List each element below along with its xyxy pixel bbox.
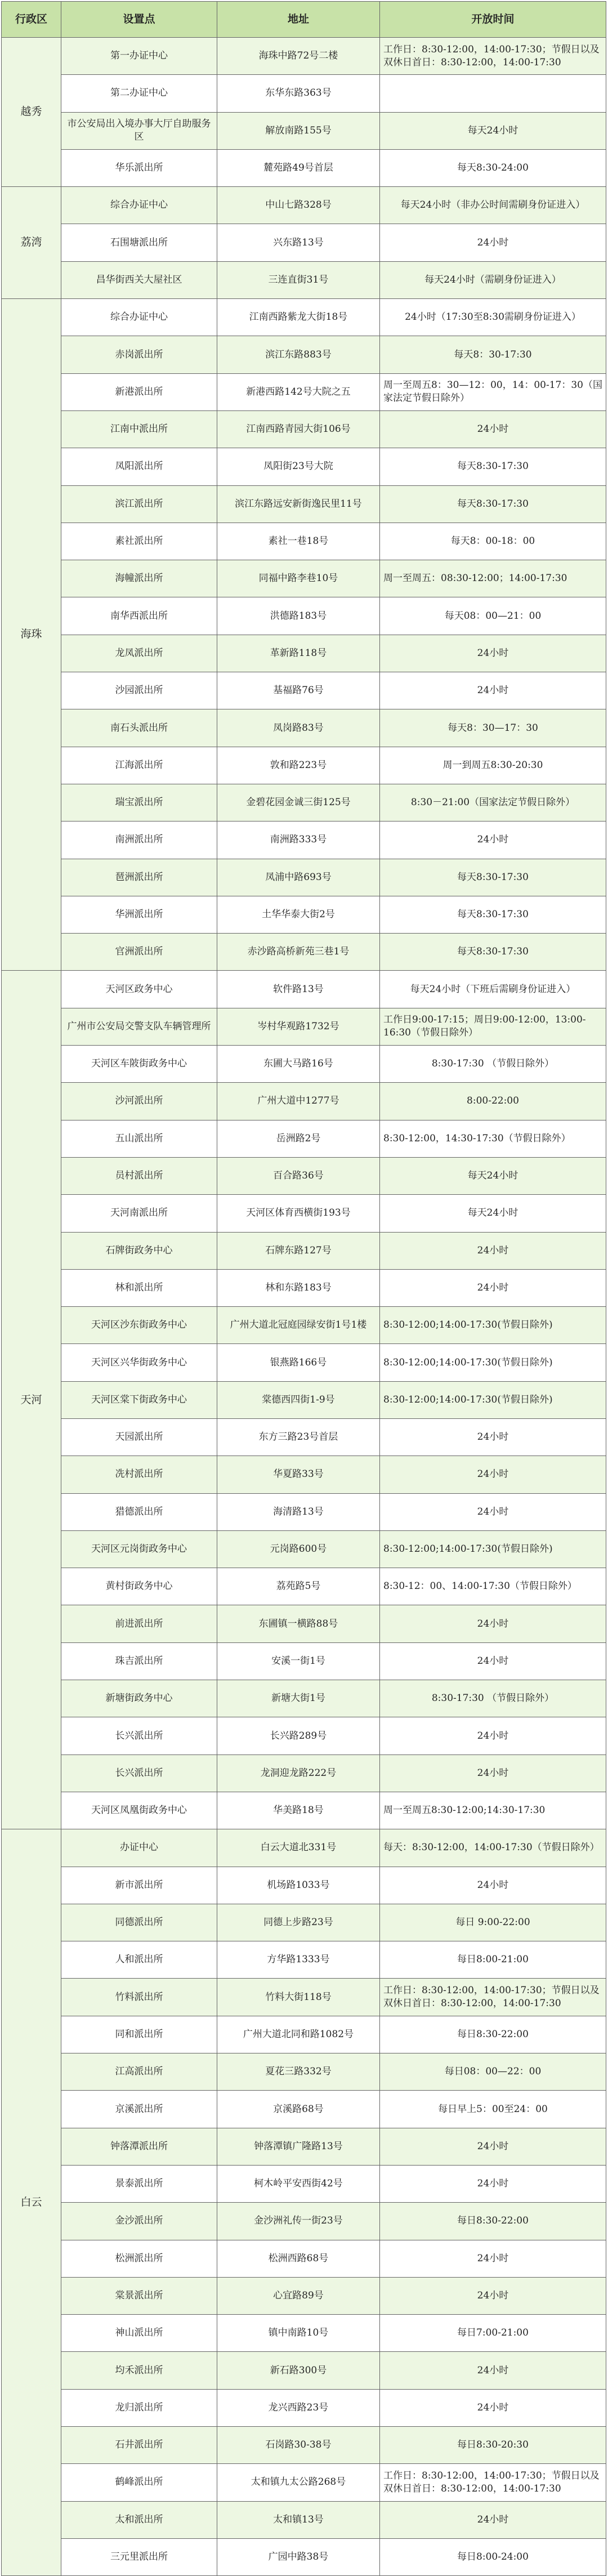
row-site: 前进派出所 [61,1605,217,1642]
row-site: 广州市公安局交警支队车辆管理所 [61,1008,217,1046]
row-address: 林和东路183号 [217,1270,380,1307]
row-address: 荔苑路5号 [217,1568,380,1605]
row-site: 赤岗派出所 [61,336,217,373]
district-cell: 天河 [2,971,61,1829]
row-address: 竹料大街118号 [217,1979,380,2016]
row-address: 龙洞迎龙路222号 [217,1755,380,1792]
row-address: 新塘大街1号 [217,1680,380,1717]
row-hours: 24小时 [380,2166,606,2203]
row-hours: 每天24小时（非办公时间需刷身份证进入） [380,187,606,224]
row-site: 人和派出所 [61,1941,217,1979]
row-site: 凤阳派出所 [61,448,217,485]
row-address: 太和镇13号 [217,2502,380,2539]
row-site: 天河区政务中心 [61,971,217,1008]
row-address: 基福路76号 [217,672,380,709]
row-site: 三元里派出所 [61,2539,217,2576]
row-hours: 每天8:30-17:30 [380,896,606,934]
row-hours: 24小时 [380,411,606,448]
row-address: 岳洲路2号 [217,1120,380,1158]
row-hours: 24小时 [380,672,606,709]
district-cell: 越秀 [2,38,61,187]
row-site: 景泰派出所 [61,2166,217,2203]
row-hours: 8:30-12:00，14:30-17:30（节假日除外） [380,1120,606,1158]
row-site: 天河区车陂街政务中心 [61,1046,217,1083]
row-site: 鹤峰派出所 [61,2464,217,2501]
row-site: 南华西派出所 [61,597,217,635]
row-address: 凤岗路83号 [217,709,380,747]
row-hours: 每天08：00—21：00 [380,597,606,635]
row-address: 土华华泰大街2号 [217,896,380,934]
row-address: 同福中路李巷10号 [217,560,380,597]
row-hours: 每天24小时 [380,1195,606,1232]
row-address: 软件路13号 [217,971,380,1008]
row-site: 综合办证中心 [61,299,217,336]
row-site: 同德派出所 [61,1904,217,1941]
row-hours: 8:30-12:00;14:00-17:30(节假日除外) [380,1307,606,1344]
row-hours: 周一至周五：08:30-12:00；14:00-17:30 [380,560,606,597]
row-address: 岑村华观路1732号 [217,1008,380,1046]
row-hours: 24小时 [380,2278,606,2315]
row-address: 京溪路68号 [217,2091,380,2128]
row-hours: 每天24小时 [380,1158,606,1195]
row-site: 员村派出所 [61,1158,217,1195]
row-address: 敦和路223号 [217,747,380,784]
row-address: 海珠中路72号二楼 [217,38,380,75]
row-site: 综合办证中心 [61,187,217,224]
row-site: 市公安局出入境办事大厅自助服务区 [61,113,217,150]
office-hours-table [1,1,606,2576]
row-site: 石围塘派出所 [61,224,217,261]
row-site: 南洲派出所 [61,822,217,859]
row-hours: 8:00-22:00 [380,1083,606,1120]
row-hours: 24小时 [380,2390,606,2427]
row-address: 金沙洲礼传一街23号 [217,2203,380,2240]
row-hours: 每日早上5：00至24：00 [380,2091,606,2128]
row-site: 滨江派出所 [61,486,217,523]
row-address: 石牌东路127号 [217,1233,380,1270]
row-address: 中山七路328号 [217,187,380,224]
row-site: 同和派出所 [61,2016,217,2053]
row-site: 天河区凤凰街政务中心 [61,1792,217,1829]
row-site: 华洲派出所 [61,896,217,934]
row-address: 银燕路166号 [217,1344,380,1381]
row-hours: 每日8:00-24:00 [380,2539,606,2576]
header-site: 设置点 [61,2,217,38]
row-site: 黄村街政务中心 [61,1568,217,1605]
row-hours: 工作日：8:30-12:00，14:00-17:30；节假日以及双休日首日：8:30-12:00，14:00-17:30 [380,38,606,75]
row-address: 柯木岭平安西街42号 [217,2166,380,2203]
row-address: 石岗路30-38号 [217,2427,380,2464]
row-site: 天园派出所 [61,1419,217,1456]
row-address: 广州大道中1277号 [217,1083,380,1120]
row-site: 华乐派出所 [61,150,217,187]
row-hours: 8:30-17:30 （节假日除外） [380,1046,606,1083]
row-hours: 每天：8:30-12:00，14:00-17:30（节假日除外） [380,1829,606,1867]
row-address: 凤浦中路693号 [217,859,380,896]
row-address: 镇中南路10号 [217,2315,380,2352]
row-address: 解放南路155号 [217,113,380,150]
row-hours: 8:30－21:00（国家法定节假日除外） [380,784,606,822]
row-hours: 24小时 [380,822,606,859]
row-site: 林和派出所 [61,1270,217,1307]
row-address: 棠德西四街1-9号 [217,1382,380,1419]
row-hours: 每天8:30-24:00 [380,150,606,187]
row-site: 海幢派出所 [61,560,217,597]
row-hours: 周一至周五8:30-12:00;14:30-17:30 [380,1792,606,1829]
row-address: 江南西路紫龙大街18号 [217,299,380,336]
row-site: 天河区兴华街政务中心 [61,1344,217,1381]
row-hours: 8:30-17:30 （节假日除外） [380,1680,606,1717]
row-address: 东圃镇一横路88号 [217,1605,380,1642]
row-hours: 8:30-12:00;14:00-17:30(节假日除外) [380,1531,606,1568]
row-hours: 每天8：30—17：30 [380,709,606,747]
row-site: 龙归派出所 [61,2390,217,2427]
row-site: 琶洲派出所 [61,859,217,896]
row-hours: 24小时 [380,1867,606,1904]
row-address: 龙兴西路23号 [217,2390,380,2427]
row-site: 江南中派出所 [61,411,217,448]
row-hours: 每天24小时（下班后需刷身份证进入） [380,971,606,1008]
row-address: 华夏路33号 [217,1456,380,1493]
row-hours: 每天8:30-17:30 [380,448,606,485]
row-hours: 24小时 [380,1643,606,1680]
row-hours: 8:30-12:00;14:00-17:30(节假日除外) [380,1382,606,1419]
row-site: 均禾派出所 [61,2352,217,2389]
row-hours: 24小时（17:30至8:30需刷身份证进入） [380,299,606,336]
row-site: 天河区沙东街政务中心 [61,1307,217,1344]
row-site: 江高派出所 [61,2053,217,2091]
row-hours: 工作日：8:30-12:00，14:00-17:30；节假日以及双休日首日：8:30-12:00，14:00-17:30 [380,1979,606,2016]
row-address: 麓苑路49号首层 [217,150,380,187]
row-hours: 周一到周五8:30-20:30 [380,747,606,784]
row-site: 沙河派出所 [61,1083,217,1120]
row-address: 新石路300号 [217,2352,380,2389]
row-site: 昌华街西关大屋社区 [61,262,217,299]
row-site: 冼村派出所 [61,1456,217,1493]
row-site: 天河区元岗街政务中心 [61,1531,217,1568]
row-site: 石牌街政务中心 [61,1233,217,1270]
row-site: 长兴派出所 [61,1755,217,1792]
header-hours: 开放时间 [380,2,606,38]
row-site: 南石头派出所 [61,709,217,747]
row-site: 竹料派出所 [61,1979,217,2016]
row-hours: 每天8：00-18：00 [380,523,606,560]
row-site: 石井派出所 [61,2427,217,2464]
row-site: 钟落潭派出所 [61,2128,217,2166]
row-hours: 24小时 [380,2502,606,2539]
row-hours: 24小时 [380,1605,606,1642]
row-site: 棠景派出所 [61,2278,217,2315]
row-site: 京溪派出所 [61,2091,217,2128]
row-address: 安溪一街1号 [217,1643,380,1680]
row-hours: 每日08：00—22：00 [380,2053,606,2091]
row-address: 广州大道北同和路1082号 [217,2016,380,2053]
row-address: 海清路13号 [217,1494,380,1531]
row-address: 机场路1033号 [217,1867,380,1904]
row-site: 官洲派出所 [61,934,217,971]
row-address: 广园中路38号 [217,2539,380,2576]
row-hours: 24小时 [380,1494,606,1531]
row-hours: 24小时 [380,1270,606,1307]
row-address: 白云大道北331号 [217,1829,380,1867]
row-address: 心宜路89号 [217,2278,380,2315]
row-hours: 24小时 [380,635,606,672]
row-site: 天河南派出所 [61,1195,217,1232]
row-site: 长兴派出所 [61,1717,217,1754]
row-hours: 每天8:30-17:30 [380,934,606,971]
district-cell: 白云 [2,1829,61,2576]
row-address: 赤沙路高桥新苑三巷1号 [217,934,380,971]
row-address: 同德上步路23号 [217,1904,380,1941]
row-site: 新市派出所 [61,1867,217,1904]
row-site: 神山派出所 [61,2315,217,2352]
row-hours: 24小时 [380,2352,606,2389]
header-district: 行政区 [2,2,61,38]
row-address: 新港西路142号大院之五 [217,374,380,411]
row-address: 洪德路183号 [217,597,380,635]
row-site: 珠吉派出所 [61,1643,217,1680]
row-hours: 每日7:00-21:00 [380,2315,606,2352]
row-site: 新港派出所 [61,374,217,411]
row-address: 元岗路600号 [217,1531,380,1568]
row-address: 广州大道北冠庭园绿安街1号1楼 [217,1307,380,1344]
row-hours: 每天24小时（需刷身份证进入） [380,262,606,299]
row-address: 百合路36号 [217,1158,380,1195]
row-address: 长兴路289号 [217,1717,380,1754]
row-site: 沙园派出所 [61,672,217,709]
row-address: 方华路1333号 [217,1941,380,1979]
row-hours: 8:30-12：00、14:00-17:30（节假日除外） [380,1568,606,1605]
row-site: 江海派出所 [61,747,217,784]
row-hours: 工作日：8:30-12:00，14:00-17:30；节假日以及双休日首日：8:30-12:00，14:00-17:30 [380,2464,606,2501]
row-hours: 24小时 [380,2128,606,2166]
row-hours: 每天8：30-17:30 [380,336,606,373]
row-address: 兴东路13号 [217,224,380,261]
row-address: 华美路18号 [217,1792,380,1829]
row-site: 龙凤派出所 [61,635,217,672]
row-site: 第二办证中心 [61,75,217,112]
row-site: 新塘街政务中心 [61,1680,217,1717]
row-hours: 每日8:30-22:00 [380,2016,606,2053]
row-address: 滨江东路远安新街逸民里11号 [217,486,380,523]
row-site: 办证中心 [61,1829,217,1867]
row-site: 瑞宝派出所 [61,784,217,822]
row-site: 第一办证中心 [61,38,217,75]
row-address: 钟落潭镇广隆路13号 [217,2128,380,2166]
row-address: 滨江东路883号 [217,336,380,373]
row-site: 松洲派出所 [61,2240,217,2278]
row-hours: 8:30-12:00;14:00-17:30(节假日除外) [380,1344,606,1381]
row-hours: 工作日9:00-17:15；周日9:00-12:00，13:00-16:30（节假日除外） [380,1008,606,1046]
row-site: 五山派出所 [61,1120,217,1158]
row-address: 金碧花园金诚三街125号 [217,784,380,822]
row-site: 猎德派出所 [61,1494,217,1531]
row-hours: 周一至周五8：30—12：00，14：00-17：30（国家法定节假日除外） [380,374,606,411]
row-address: 天河区体育西横街193号 [217,1195,380,1232]
row-hours: 24小时 [380,1419,606,1456]
district-cell: 荔湾 [2,187,61,299]
row-address: 夏花三路332号 [217,2053,380,2091]
row-hours: 每天24小时 [380,113,606,150]
row-site: 素社派出所 [61,523,217,560]
row-address: 凤阳街23号大院 [217,448,380,485]
row-hours: 每日8:30-22:00 [380,2203,606,2240]
row-hours: 24小时 [380,1456,606,1493]
row-hours: 每日8:00-21:00 [380,1941,606,1979]
row-hours: 24小时 [380,1717,606,1754]
row-hours: 每天8:30-17:30 [380,486,606,523]
row-address: 东圃大马路16号 [217,1046,380,1083]
row-address: 三连直街31号 [217,262,380,299]
district-cell: 海珠 [2,299,61,971]
row-address: 江南西路青园大街106号 [217,411,380,448]
row-address: 南洲路333号 [217,822,380,859]
row-address: 松洲西路68号 [217,2240,380,2278]
row-address: 素社一巷18号 [217,523,380,560]
row-hours: 每日 9:00-22:00 [380,1904,606,1941]
row-hours: 24小时 [380,224,606,261]
row-hours: 每天8:30-17:30 [380,859,606,896]
row-hours: 24小时 [380,1755,606,1792]
row-address: 革新路118号 [217,635,380,672]
row-hours: 每日8:30-20:30 [380,2427,606,2464]
row-site: 太和派出所 [61,2502,217,2539]
row-hours: 24小时 [380,2240,606,2278]
row-address: 太和镇九太公路268号 [217,2464,380,2501]
row-site: 天河区棠下街政务中心 [61,1382,217,1419]
row-site: 金沙派出所 [61,2203,217,2240]
row-address: 东华东路363号 [217,75,380,112]
row-hours: 24小时 [380,1233,606,1270]
row-address: 东方三路23号首层 [217,1419,380,1456]
row-hours [380,75,606,112]
header-address: 地址 [217,2,380,38]
